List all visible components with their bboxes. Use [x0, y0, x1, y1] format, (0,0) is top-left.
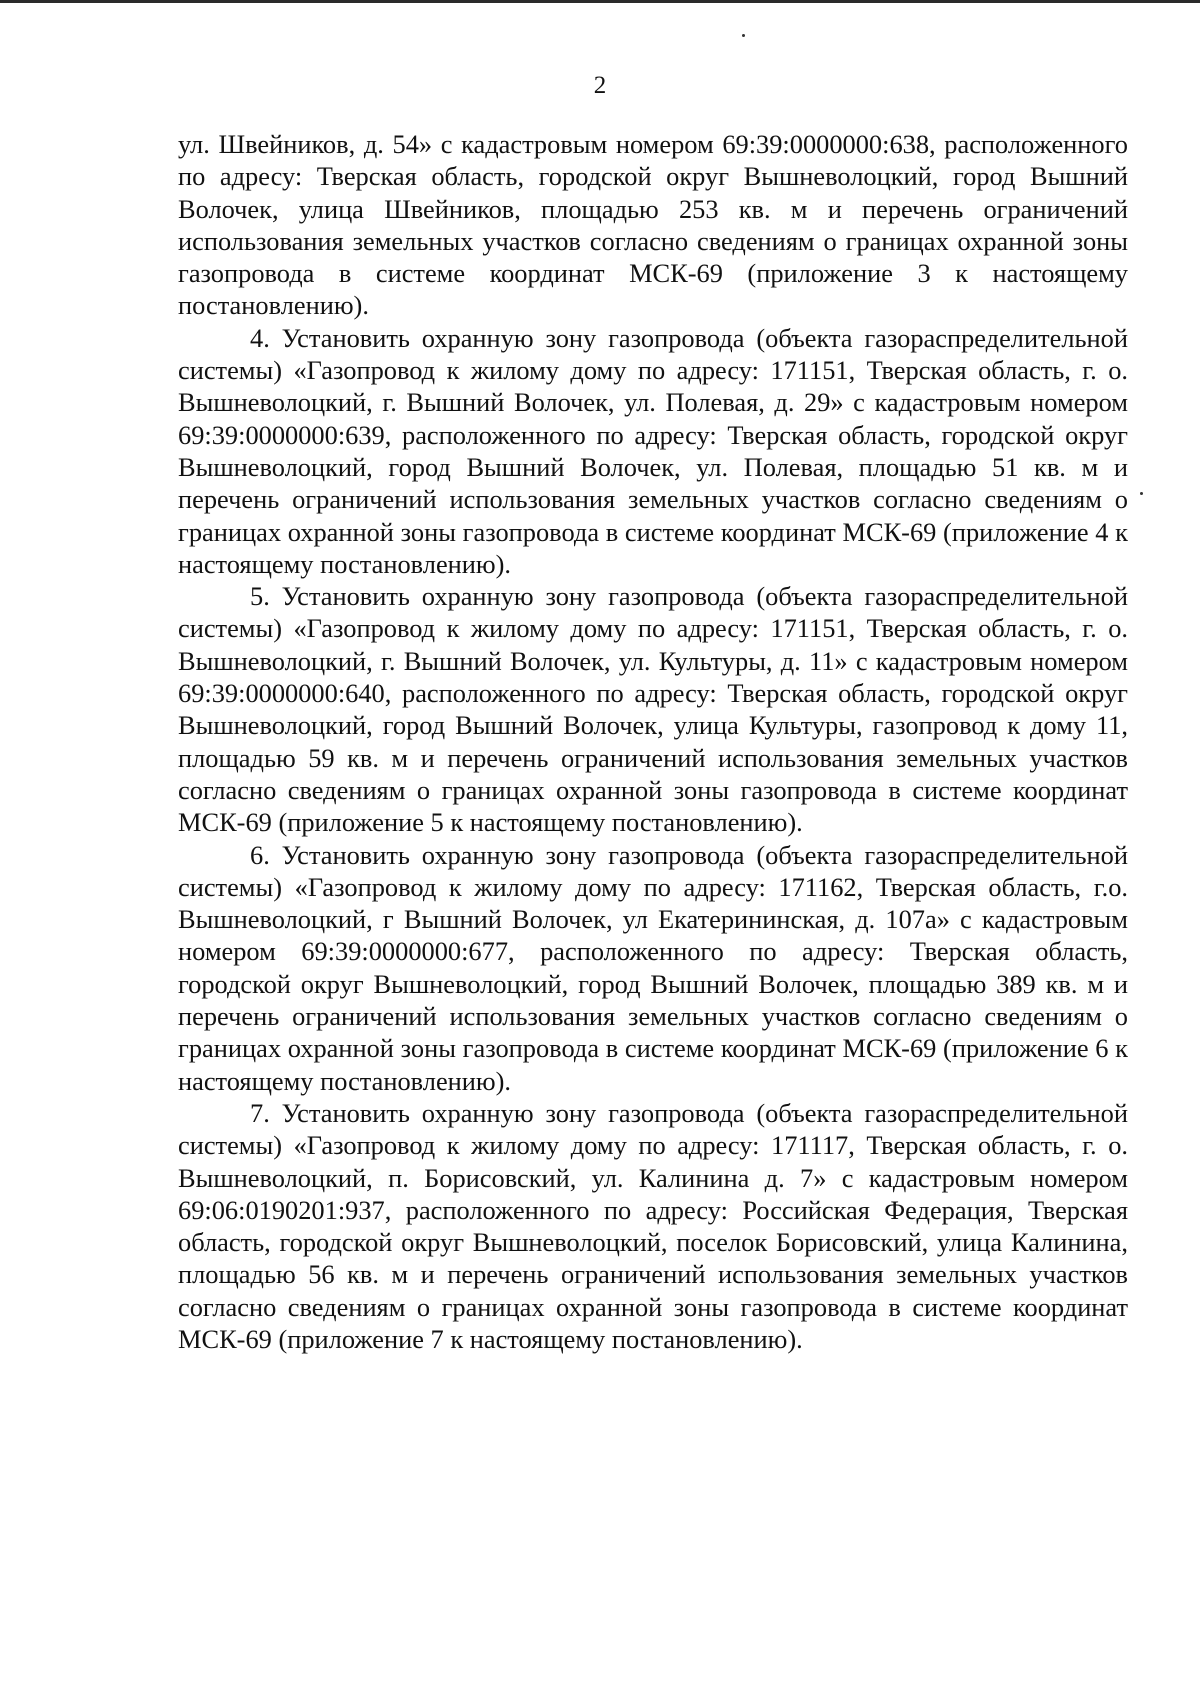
- paragraph-item-6: 6. Установить охранную зону газопровода (объекта газораспределительной системы) «Газопровод к жилому дому по адресу: 171162, Тверская область, г.о. Вышневолоцкий, г Вышний Волочек, ул Екатерининская, д. 107а» с кадастровым номером 69:39:0000000:677, расположенного по адресу: Тверская область, городской округ Вышневолоцкий, город Вышний Волочек, площадью 389 кв. м и перечень ограничений использования земельных участков согласно сведениям о границах охранной зоны газопровода в системе координат МСК-69 (приложение 6 к настоящему постановлению).: [178, 839, 1128, 1096]
- paragraph-item-5: 5. Установить охранную зону газопровода (объекта газораспределительной системы) «Газопровод к жилому дому по адресу: 171151, Тверская область, г. о. Вышневолоцкий, г. Вышний Волочек, ул. Культуры, д. 11» с кадастровым номером 69:39:0000000:640, расположенного по адресу: Тверская область, городской округ Вышневолоцкий, город Вышний Волочек, улица Культуры, газопровод к дому 11, площадью 59 кв. м и перечень ограничений использования земельных участков согласно сведениям о границах охранной зоны газопровода в системе координат МСК-69 (приложение 5 к настоящему постановлению).: [178, 581, 1128, 838]
- document-body: [178, 128, 1128, 1355]
- paragraph-item-7: 7. Установить охранную зону газопровода (объекта газораспределительной системы) «Газопровод к жилому дому по адресу: 171117, Тверская область, г. о. Вышневолоцкий, п. Борисовский, ул. Калинина д. 7» с кадастровым номером 69:06:0190201:937, расположенного по адресу: Российская Федерация, Тверская область, городской округ Вышневолоцкий, поселок Борисовский, улица Калинина, площадью 56 кв. м и перечень ограничений использования земельных участков согласно сведениям о границах охранной зоны газопровода в системе координат МСК-69 (приложение 7 к настоящему постановлению).: [178, 1097, 1128, 1354]
- scan-top-border: [0, 0, 1200, 3]
- paragraph-item-4: 4. Установить охранную зону газопровода (объекта газораспределительной системы) «Газопровод к жилому дому по адресу: 171151, Тверская область, г. о. Вышневолоцкий, г. Вышний Волочек, ул. Полевая, д. 29» с кадастровым номером 69:39:0000000:639, расположенного по адресу: Тверская область, городской округ Вышневолоцкий, город Вышний Волочек, ул. Полевая, площадью 51 кв. м и перечень ограничений использования земельных участков согласно сведениям о границах охранной зоны газопровода в системе координат МСК-69 (приложение 4 к настоящему постановлению).: [178, 322, 1128, 579]
- paragraph-continuation: ул. Швейников, д. 54» с кадастровым номером 69:39:0000000:638, расположенного по адресу: Тверская область, городской округ Вышневолоцкий, город Вышний Волочек, улица Швейников, площадью 253 кв. м и перечень ограничений использования земельных участков согласно сведениям о границах охранной зоны газопровода в системе координат МСК-69 (приложение 3 к настоящему постановлению).: [178, 129, 1128, 321]
- scan-speck: [742, 34, 745, 37]
- scan-speck: [1140, 492, 1143, 495]
- page-number: 2: [593, 72, 607, 99]
